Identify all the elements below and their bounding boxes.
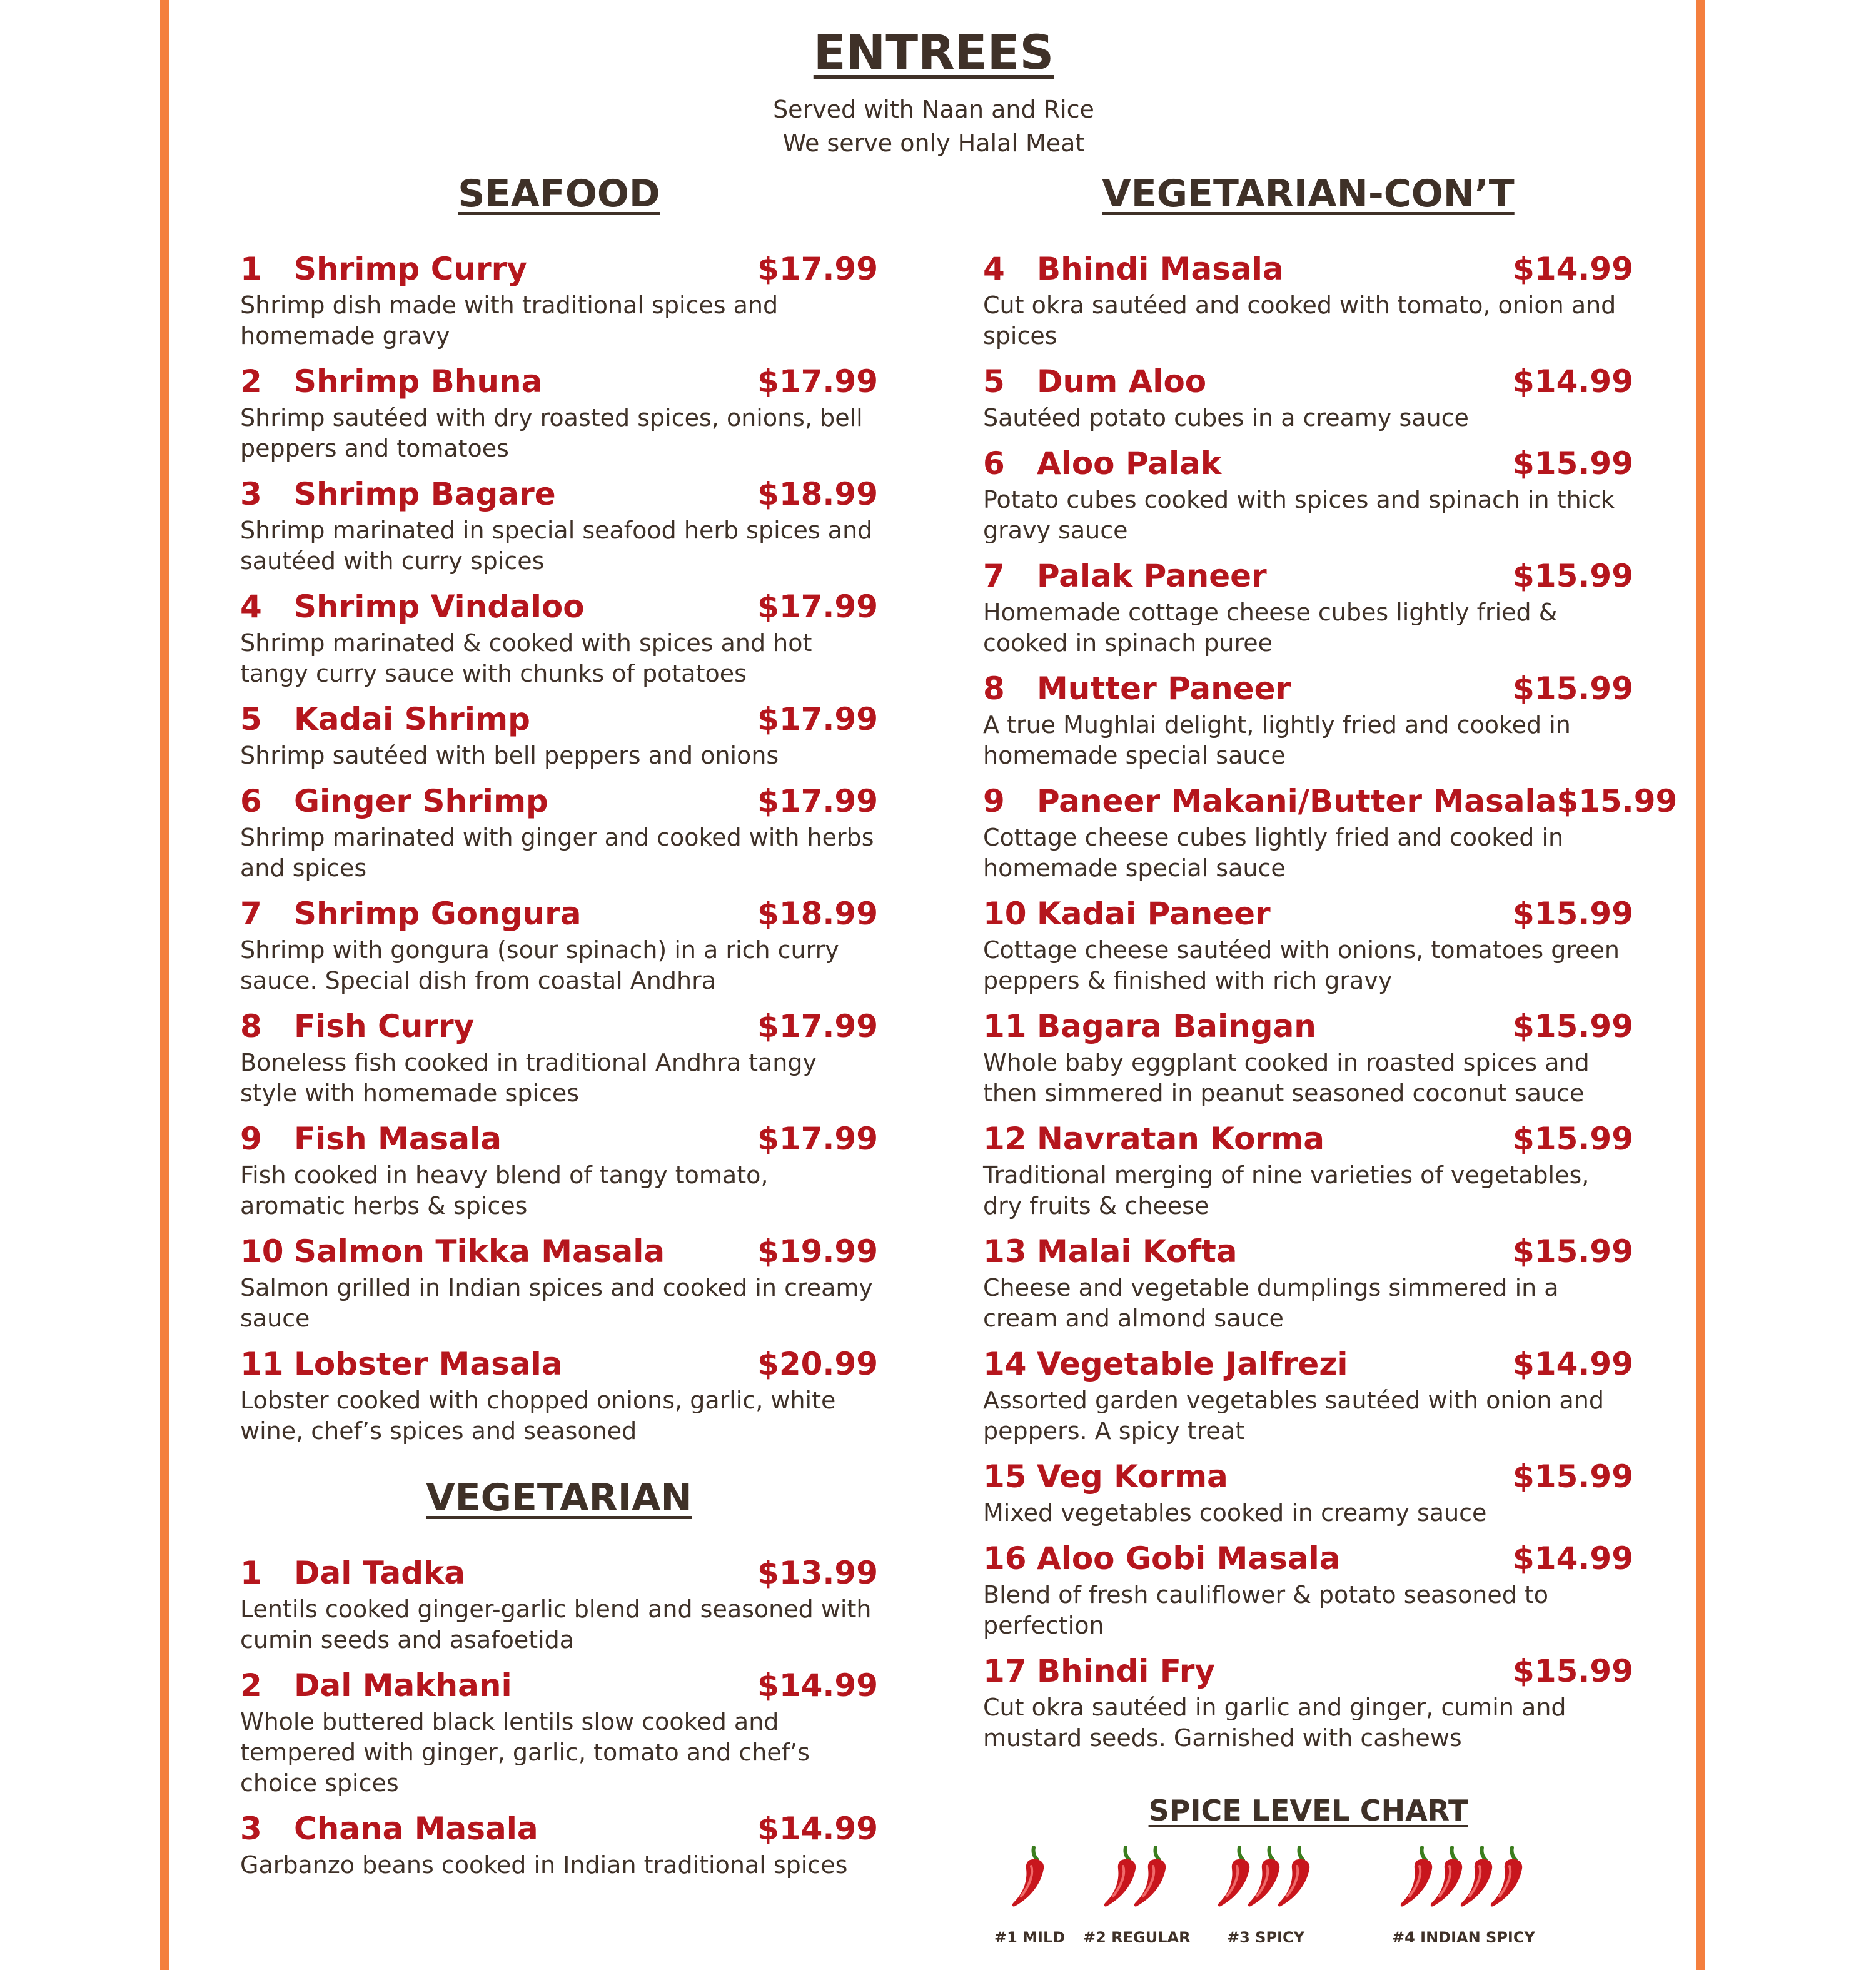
chili-pepper-icon (1490, 1841, 1527, 1911)
item-number: 17 (983, 1653, 1027, 1689)
spice-levels (983, 1841, 1633, 1966)
item-price: $15.99 (1513, 1121, 1633, 1157)
item-description: Shrimp marinated & cooked with spices and hot tangy curry sauce with chunks of potatoes (240, 629, 812, 687)
spice-level-label: #3 SPICY (1227, 1929, 1304, 1946)
item-name: Veg Korma (1037, 1458, 1228, 1495)
menu-item-header (983, 1343, 1633, 1385)
item-number: 2 (240, 363, 262, 400)
item-number: 8 (240, 1008, 262, 1044)
item-price: $17.99 (757, 588, 878, 625)
menu-item (240, 1118, 878, 1221)
menu-item-header (240, 1664, 878, 1707)
item-number: 1 (240, 1555, 262, 1591)
menu-item (240, 1343, 878, 1447)
item-number: 14 (983, 1346, 1027, 1382)
spice-level-4 (1392, 1841, 1535, 1946)
item-price: $20.99 (757, 1346, 878, 1382)
menu-item-header (983, 555, 1633, 597)
item-price: $15.99 (1513, 558, 1633, 594)
item-description: Cut okra sautéed and cooked with tomato, onion and spices (983, 291, 1616, 350)
item-description: Homemade cottage cheese cubes lightly fried & cooked in spinach puree (983, 599, 1558, 657)
item-name: Salmon Tikka Masala (294, 1233, 665, 1270)
menu-item (983, 360, 1633, 433)
spice-level-2 (1083, 1841, 1191, 1946)
item-description: Cut okra sautéed in garlic and ginger, cumin and mustard seeds. Garnished with cashews (983, 1694, 1566, 1752)
item-description: Shrimp marinated in special seafood herb spices and sautéed with curry spices (240, 517, 873, 575)
item-name: Dal Tadka (294, 1555, 465, 1591)
menu-item (240, 780, 878, 884)
seafood-list (240, 248, 878, 1447)
chili-pepper-icon (1011, 1841, 1049, 1911)
spice-chart-title: SPICE LEVEL CHART (1148, 1794, 1468, 1827)
item-price: $15.99 (1513, 896, 1633, 932)
item-price: $18.99 (757, 896, 878, 932)
menu-item-header (983, 892, 1633, 935)
item-number: 9 (983, 783, 1005, 819)
item-name: Ginger Shrimp (294, 783, 548, 819)
item-description: Shrimp sautéed with bell peppers and onions (240, 742, 779, 769)
item-name: Aloo Gobi Masala (1037, 1540, 1341, 1577)
menu-item-header (983, 248, 1633, 290)
menu-item (983, 442, 1633, 546)
item-name: Fish Masala (294, 1121, 502, 1157)
item-price: $17.99 (757, 1121, 878, 1157)
menu-item (983, 1005, 1633, 1109)
item-number: 5 (983, 363, 1005, 400)
item-description: A true Mughlai delight, lightly fried and cooked in homemade special sauce (983, 711, 1571, 769)
menu-item (240, 1664, 878, 1799)
menu-item-header (240, 892, 878, 935)
spice-level-1 (994, 1841, 1065, 1946)
item-name: Bhindi Masala (1037, 251, 1284, 287)
menu-item-header (983, 442, 1633, 485)
menu-item (983, 1537, 1633, 1641)
item-name: Paneer Makani/Butter Masala (1037, 783, 1557, 819)
item-price: $15.99 (1513, 1653, 1633, 1689)
left-column (240, 169, 878, 1889)
menu-item-header (240, 360, 878, 403)
item-price: $17.99 (757, 1008, 878, 1044)
item-description: Sautéed potato cubes in a creamy sauce (983, 404, 1469, 432)
item-name: Kadai Paneer (1037, 896, 1271, 932)
menu-item-header (983, 1650, 1633, 1692)
menu-item-header (240, 698, 878, 740)
page-title: ENTREES (813, 24, 1054, 80)
item-description: Boneless fish cooked in traditional Andhra tangy style with homemade spices (240, 1049, 817, 1107)
item-name: Navratan Korma (1037, 1121, 1324, 1157)
item-number: 12 (983, 1121, 1027, 1157)
menu-item (983, 1343, 1633, 1447)
chili-pepper-icon (1133, 1841, 1171, 1911)
menu-item (240, 248, 878, 351)
item-name: Vegetable Jalfrezi (1037, 1346, 1348, 1382)
item-price: $14.99 (757, 1811, 878, 1847)
item-price: $14.99 (1513, 1346, 1633, 1382)
item-description: Cheese and vegetable dumplings simmered in a cream and almond sauce (983, 1274, 1559, 1332)
menu-item (983, 248, 1633, 351)
spice-level-3 (1221, 1841, 1311, 1946)
item-name: Palak Paneer (1037, 558, 1267, 594)
subtitle-halal: We serve only Halal Meat (782, 129, 1085, 157)
menu-item (240, 698, 878, 771)
menu-item (240, 892, 878, 996)
chili-pepper-icon (1277, 1841, 1314, 1911)
item-price: $14.99 (1513, 251, 1633, 287)
item-number: 10 (240, 1233, 284, 1270)
right-border (1696, 0, 1705, 1970)
item-description: Mixed vegetables cooked in creamy sauce (983, 1499, 1487, 1527)
item-name: Shrimp Gongura (294, 896, 582, 932)
spice-level-peppers (1083, 1841, 1191, 1911)
section-heading-vegetarian: VEGETARIAN (426, 1476, 692, 1520)
vegetarian-list (240, 1552, 878, 1881)
menu-item (240, 1005, 878, 1109)
item-number: 2 (240, 1667, 262, 1704)
item-number: 3 (240, 1811, 262, 1847)
item-name: Malai Kofta (1037, 1233, 1238, 1270)
item-description: Shrimp with gongura (sour spinach) in a rich curry sauce. Special dish from coastal Andhra (240, 936, 839, 994)
item-description: Cottage cheese sautéed with onions, tomatoes green peppers & finished with rich gravy (983, 936, 1620, 994)
item-price: $17.99 (757, 783, 878, 819)
menu-item-header (983, 1230, 1633, 1273)
spice-level-label: #1 MILD (994, 1929, 1066, 1946)
item-number: 8 (983, 670, 1005, 707)
item-number: 1 (240, 251, 262, 287)
menu-item-header (240, 1552, 878, 1594)
menu-item-header (983, 1455, 1633, 1498)
right-column (983, 169, 1678, 1762)
item-name: Lobster Masala (294, 1346, 563, 1382)
item-number: 15 (983, 1458, 1027, 1495)
item-name: Bagara Baingan (1037, 1008, 1316, 1044)
item-price: $17.99 (757, 251, 878, 287)
item-name: Dal Makhani (294, 1667, 512, 1704)
item-number: 11 (983, 1008, 1027, 1044)
item-name: Shrimp Bagare (294, 476, 556, 512)
menu-item-header (240, 1343, 878, 1385)
item-number: 13 (983, 1233, 1027, 1270)
menu-item (240, 585, 878, 689)
item-description: Lentils cooked ginger-garlic blend and seasoned with cumin seeds and asafoetida (240, 1595, 872, 1654)
menu-header (0, 26, 1867, 160)
item-description: Cottage cheese cubes lightly fried and cooked in homemade special sauce (983, 824, 1564, 882)
menu-item-header (240, 1807, 878, 1850)
menu-item (240, 473, 878, 577)
item-description: Potato cubes cooked with spices and spinach in thick gravy sauce (983, 486, 1615, 544)
item-description: Traditional merging of nine varieties of vegetables, dry fruits & cheese (983, 1161, 1590, 1220)
item-price: $14.99 (757, 1667, 878, 1704)
spice-level-label: #4 INDIAN SPICY (1392, 1929, 1535, 1946)
spice-level-chart (983, 1794, 1633, 1966)
item-number: 10 (983, 896, 1027, 932)
menu-item-header (983, 1537, 1633, 1580)
menu-item (983, 892, 1633, 996)
item-number: 5 (240, 701, 262, 737)
menu-item (983, 1650, 1633, 1754)
item-description: Shrimp dish made with traditional spices and homemade gravy (240, 291, 779, 350)
item-name: Chana Masala (294, 1811, 538, 1847)
item-number: 4 (240, 588, 262, 625)
item-description: Assorted garden vegetables sautéed with onion and peppers. A spicy treat (983, 1387, 1604, 1445)
subtitle-served-with: Served with Naan and Rice (773, 95, 1094, 123)
menu-item (240, 360, 878, 464)
menu-item-header (240, 473, 878, 515)
item-price: $15.99 (1513, 1458, 1633, 1495)
item-description: Fish cooked in heavy blend of tangy tomato, aromatic herbs & spices (240, 1161, 769, 1220)
menu-item (983, 1455, 1633, 1528)
menu-item-header (240, 1118, 878, 1160)
item-number: 6 (983, 445, 1005, 482)
menu-item (983, 780, 1678, 884)
menu-item-header (240, 585, 878, 628)
item-price: $14.99 (1513, 363, 1633, 400)
item-name: Fish Curry (294, 1008, 475, 1044)
item-name: Kadai Shrimp (294, 701, 530, 737)
menu-item-header (983, 360, 1633, 403)
item-description: Garbanzo beans cooked in Indian traditional spices (240, 1851, 848, 1879)
item-number: 4 (983, 251, 1005, 287)
item-name: Dum Aloo (1037, 363, 1207, 400)
item-description: Whole buttered black lentils slow cooked and tempered with ginger, garlic, tomato and chef’s choice spices (240, 1708, 810, 1797)
menu-item (983, 555, 1633, 659)
item-price: $15.99 (1513, 1233, 1633, 1270)
menu-item-header (240, 1005, 878, 1048)
menu-item-header (983, 780, 1678, 822)
menu-item-header (983, 667, 1633, 710)
item-number: 6 (240, 783, 262, 819)
spice-level-label: #2 REGULAR (1083, 1929, 1191, 1946)
menu-item (240, 1807, 878, 1881)
menu-item (240, 1552, 878, 1655)
menu-item (240, 1230, 878, 1334)
menu-item-header (240, 780, 878, 822)
item-name: Bhindi Fry (1037, 1653, 1215, 1689)
item-description: Whole baby eggplant cooked in roasted spices and then simmered in peanut seasoned coconut sauce (983, 1049, 1590, 1107)
item-name: Shrimp Bhuna (294, 363, 543, 400)
spice-level-peppers (994, 1841, 1065, 1911)
item-number: 3 (240, 476, 262, 512)
section-heading-seafood: SEAFOOD (458, 172, 660, 216)
item-description: Lobster cooked with chopped onions, garlic, white wine, chef’s spices and seasoned (240, 1387, 836, 1445)
menu-item (983, 1230, 1633, 1334)
item-number: 9 (240, 1121, 262, 1157)
item-price: $15.99 (1513, 1008, 1633, 1044)
item-price: $15.99 (1513, 445, 1633, 482)
item-description: Shrimp sautéed with dry roasted spices, onions, bell peppers and tomatoes (240, 404, 863, 462)
menu-item-header (983, 1005, 1633, 1048)
item-name: Aloo Palak (1037, 445, 1222, 482)
item-price: $19.99 (757, 1233, 878, 1270)
item-name: Shrimp Vindaloo (294, 588, 585, 625)
item-price: $14.99 (1513, 1540, 1633, 1577)
item-name: Mutter Paneer (1037, 670, 1291, 707)
menu-item (983, 667, 1633, 771)
item-description: Blend of fresh cauliflower & potato seasoned to perfection (983, 1581, 1549, 1639)
menu-item-header (983, 1118, 1633, 1160)
item-description: Shrimp marinated with ginger and cooked with herbs and spices (240, 824, 874, 882)
section-heading-vegetarian-cont: VEGETARIAN-CON’T (1102, 172, 1515, 216)
spice-level-peppers (1221, 1841, 1311, 1911)
left-border (160, 0, 169, 1970)
item-price: $18.99 (757, 476, 878, 512)
item-price: $17.99 (757, 363, 878, 400)
item-price: $15.99 (1513, 670, 1633, 707)
item-price: $13.99 (757, 1555, 878, 1591)
menu-item-header (240, 1230, 878, 1273)
spice-level-peppers (1392, 1841, 1535, 1911)
menu-item (983, 1118, 1633, 1221)
item-number: 7 (240, 896, 262, 932)
menu-item-header (240, 248, 878, 290)
item-number: 7 (983, 558, 1005, 594)
item-price: $17.99 (757, 701, 878, 737)
vegetarian-cont-list (983, 248, 1678, 1754)
item-number: 16 (983, 1540, 1027, 1577)
item-number: 11 (240, 1346, 284, 1382)
item-price: $15.99 (1556, 783, 1678, 819)
item-name: Shrimp Curry (294, 251, 527, 287)
item-description: Salmon grilled in Indian spices and cooked in creamy sauce (240, 1274, 873, 1332)
